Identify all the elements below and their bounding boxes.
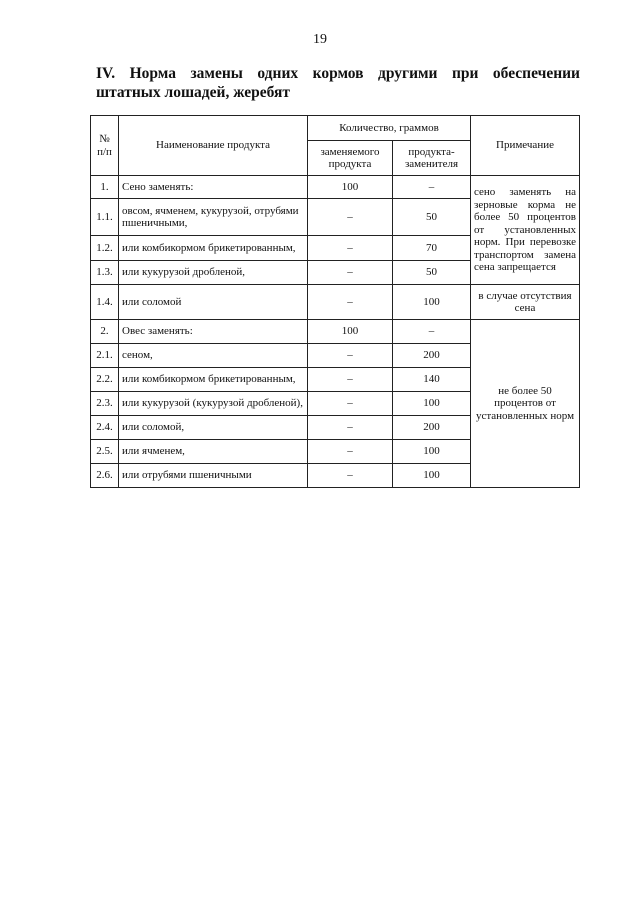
row-number: 2.: [91, 320, 119, 344]
row-replaced-qty: –: [308, 199, 393, 236]
row-substitute-qty: 100: [393, 392, 471, 416]
row-substitute-qty: –: [393, 320, 471, 344]
table-row: [91, 285, 580, 320]
row-product-name: или отрубями пшеничными: [119, 464, 308, 488]
header-replaced: заменяемого продукта: [308, 141, 393, 176]
row-substitute-qty: 100: [393, 440, 471, 464]
row-substitute-qty: 100: [393, 285, 471, 320]
row-replaced-qty: –: [308, 344, 393, 368]
table-row: [91, 176, 580, 199]
title-line-1: IV. Норма замены одних кормов другими при обеспечении: [96, 65, 580, 82]
row-product-name: Овес заменять:: [119, 320, 308, 344]
row-substitute-qty: 50: [393, 199, 471, 236]
row-number: 2.2.: [91, 368, 119, 392]
row-replaced-qty: –: [308, 440, 393, 464]
header-product: Наименование продукта: [119, 116, 308, 176]
row-replaced-qty: –: [308, 236, 393, 261]
row-number: 1.1.: [91, 199, 119, 236]
row-substitute-qty: 200: [393, 416, 471, 440]
row-product-name: сеном,: [119, 344, 308, 368]
row-product-name: или комбикормом брикетированным,: [119, 368, 308, 392]
row-replaced-qty: 100: [308, 176, 393, 199]
row-number: 1.3.: [91, 261, 119, 285]
row-substitute-qty: 70: [393, 236, 471, 261]
table-row: [91, 320, 580, 344]
note-oats: не более 50 процентов от установленных норм: [471, 320, 580, 488]
title-line-2: штатных лошадей, жеребят: [96, 84, 290, 101]
note-straw: в случае отсутствия сена: [471, 285, 580, 320]
row-product-name: или ячменем,: [119, 440, 308, 464]
row-number: 1.4.: [91, 285, 119, 320]
row-replaced-qty: –: [308, 261, 393, 285]
header-number: № п/п: [91, 116, 119, 176]
row-number: 2.6.: [91, 464, 119, 488]
row-number: 1.2.: [91, 236, 119, 261]
page-number: 19: [313, 32, 327, 47]
row-product-name: или кукурузой (кукурузой дробленой),: [119, 392, 308, 416]
row-replaced-qty: –: [308, 416, 393, 440]
row-number: 2.5.: [91, 440, 119, 464]
row-replaced-qty: 100: [308, 320, 393, 344]
row-substitute-qty: 140: [393, 368, 471, 392]
note-hay: сено заменять на зерновые корма не более 50 процентов от установленных норм. При перевозке транспортом замена сена запрещается: [471, 176, 580, 285]
row-replaced-qty: –: [308, 368, 393, 392]
row-replaced-qty: –: [308, 464, 393, 488]
header-note: Примечание: [471, 116, 580, 176]
feed-replacement-table: [90, 115, 580, 488]
row-product-name: или соломой,: [119, 416, 308, 440]
row-number: 2.3.: [91, 392, 119, 416]
row-replaced-qty: –: [308, 285, 393, 320]
row-substitute-qty: –: [393, 176, 471, 199]
row-number: 2.4.: [91, 416, 119, 440]
row-substitute-qty: 200: [393, 344, 471, 368]
row-product-name: или кукурузой дробленой,: [119, 261, 308, 285]
row-product-name: Сено заменять:: [119, 176, 308, 199]
section-title: [96, 64, 580, 102]
row-number: 2.1.: [91, 344, 119, 368]
row-replaced-qty: –: [308, 392, 393, 416]
row-substitute-qty: 100: [393, 464, 471, 488]
header-substitute: продукта-заменителя: [393, 141, 471, 176]
row-number: 1.: [91, 176, 119, 199]
header-quantity: Количество, граммов: [308, 116, 471, 141]
row-product-name: или комбикормом брикетированным,: [119, 236, 308, 261]
row-product-name: овсом, ячменем, кукурузой, отрубями пшеничными,: [119, 199, 308, 236]
row-product-name: или соломой: [119, 285, 308, 320]
row-substitute-qty: 50: [393, 261, 471, 285]
